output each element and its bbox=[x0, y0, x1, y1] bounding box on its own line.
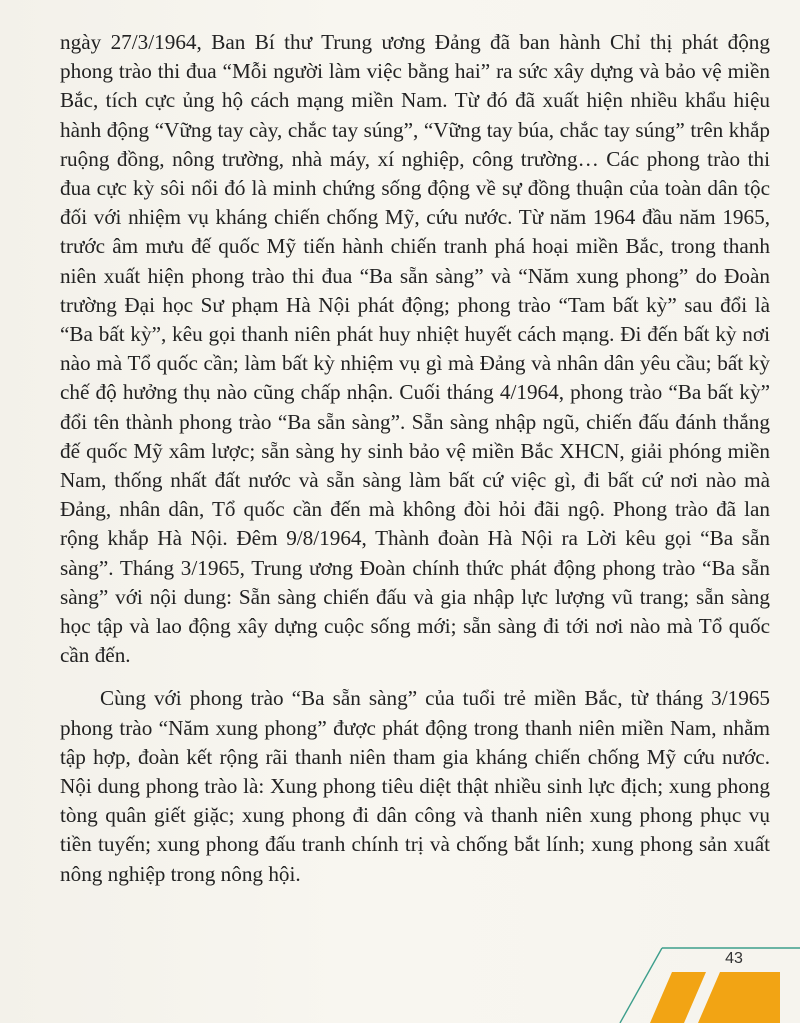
paragraph-continued: ngày 27/3/1964, Ban Bí thư Trung ương Đảng đã ban hành Chỉ thị phát động phong trào thi đua “Mỗi người làm việc bằng hai” ra sức xây dựng và bảo vệ miền Bắc, tích cực ủng hộ cách mạng miền Nam. Từ đó đã xuất hiện nhiều khẩu hiệu hành động “Vững tay cày, chắc tay súng”, “Vững tay búa, chắc tay súng” trên khắp ruộng đồng, nông trường, nhà máy, xí nghiệp, công trường… Các phong trào thi đua cực kỳ sôi nổi đó là minh chứng sống động về sự đồng thuận của toàn dân tộc đối với nhiệm vụ kháng chiến chống Mỹ, cứu nước. Từ năm 1964 đầu năm 1965, trước âm mưu đế quốc Mỹ tiến hành chiến tranh phá hoại miền Bắc, trong thanh niên xuất hiện phong trào thi đua “Ba sẵn sàng” và “Năm xung phong” do Đoàn trường Đại học Sư phạm Hà Nội phát động; phong trào “Tam bất kỳ” sau đổi là “Ba bất kỳ”, kêu gọi thanh niên phát huy nhiệt huyết cách mạng. Đi đến bất kỳ nơi nào mà Tổ quốc cần; làm bất kỳ nhiệm vụ gì mà Đảng và nhân dân yêu cầu; bất kỳ chế độ hưởng thụ nào cũng chấp nhận. Cuối tháng 4/1964, phong trào “Ba bất kỳ” đổi tên thành phong trào “Ba sẵn sàng”. Sẵn sàng nhập ngũ, chiến đấu đánh thắng đế quốc Mỹ xâm lược; sẵn sàng hy sinh bảo vệ miền Bắc XHCN, giải phóng miền Nam, thống nhất đất nước và sẵn sàng làm bất cứ việc gì, đi bất cứ nơi nào mà Đảng, nhân dân, Tổ quốc cần đến mà không đòi hỏi đãi ngộ. Phong trào đã lan rộng khắp Hà Nội. Đêm 9/8/1964, Thành đoàn Hà Nội ra Lời kêu gọi “Ba sẵn sàng”. Tháng 3/1965, Trung ương Đoàn chính thức phát động phong trào “Ba sẵn sàng” với nội dung: Sẵn sàng chiến đấu và gia nhập lực lượng vũ trang; sẵn sàng học tập và lao động xây dựng cuộc sống mới; sẵn sàng đi tới nơi nào mà Tổ quốc cần đến. bbox=[60, 30, 770, 668]
footer-decoration bbox=[0, 928, 800, 1023]
page-number: 43 bbox=[725, 950, 743, 967]
paragraph-nam-xung-phong: Cùng với phong trào “Ba sẵn sàng” của tuổi trẻ miền Bắc, từ tháng 3/1965 phong trào “Năm xung phong” được phát động trong thanh niên miền Nam, nhằm tập hợp, đoàn kết rộng rãi thanh niên tham gia kháng chiến chống Mỹ cứu nước. Nội dung phong trào là: Xung phong tiêu diệt thật nhiều sinh lực địch; xung phong tòng quân giết giặc; xung phong đi dân công và thanh niên xung phong phục vụ tiền tuyến; xung phong đấu tranh chính trị và chống bắt lính; xung phong sản xuất nông nghiệp trong nông hội. bbox=[60, 686, 770, 886]
page-footer bbox=[0, 928, 800, 1023]
body-text bbox=[60, 28, 770, 889]
footer-orange-block bbox=[698, 972, 780, 1023]
footer-orange-stripe-small bbox=[650, 972, 706, 1023]
